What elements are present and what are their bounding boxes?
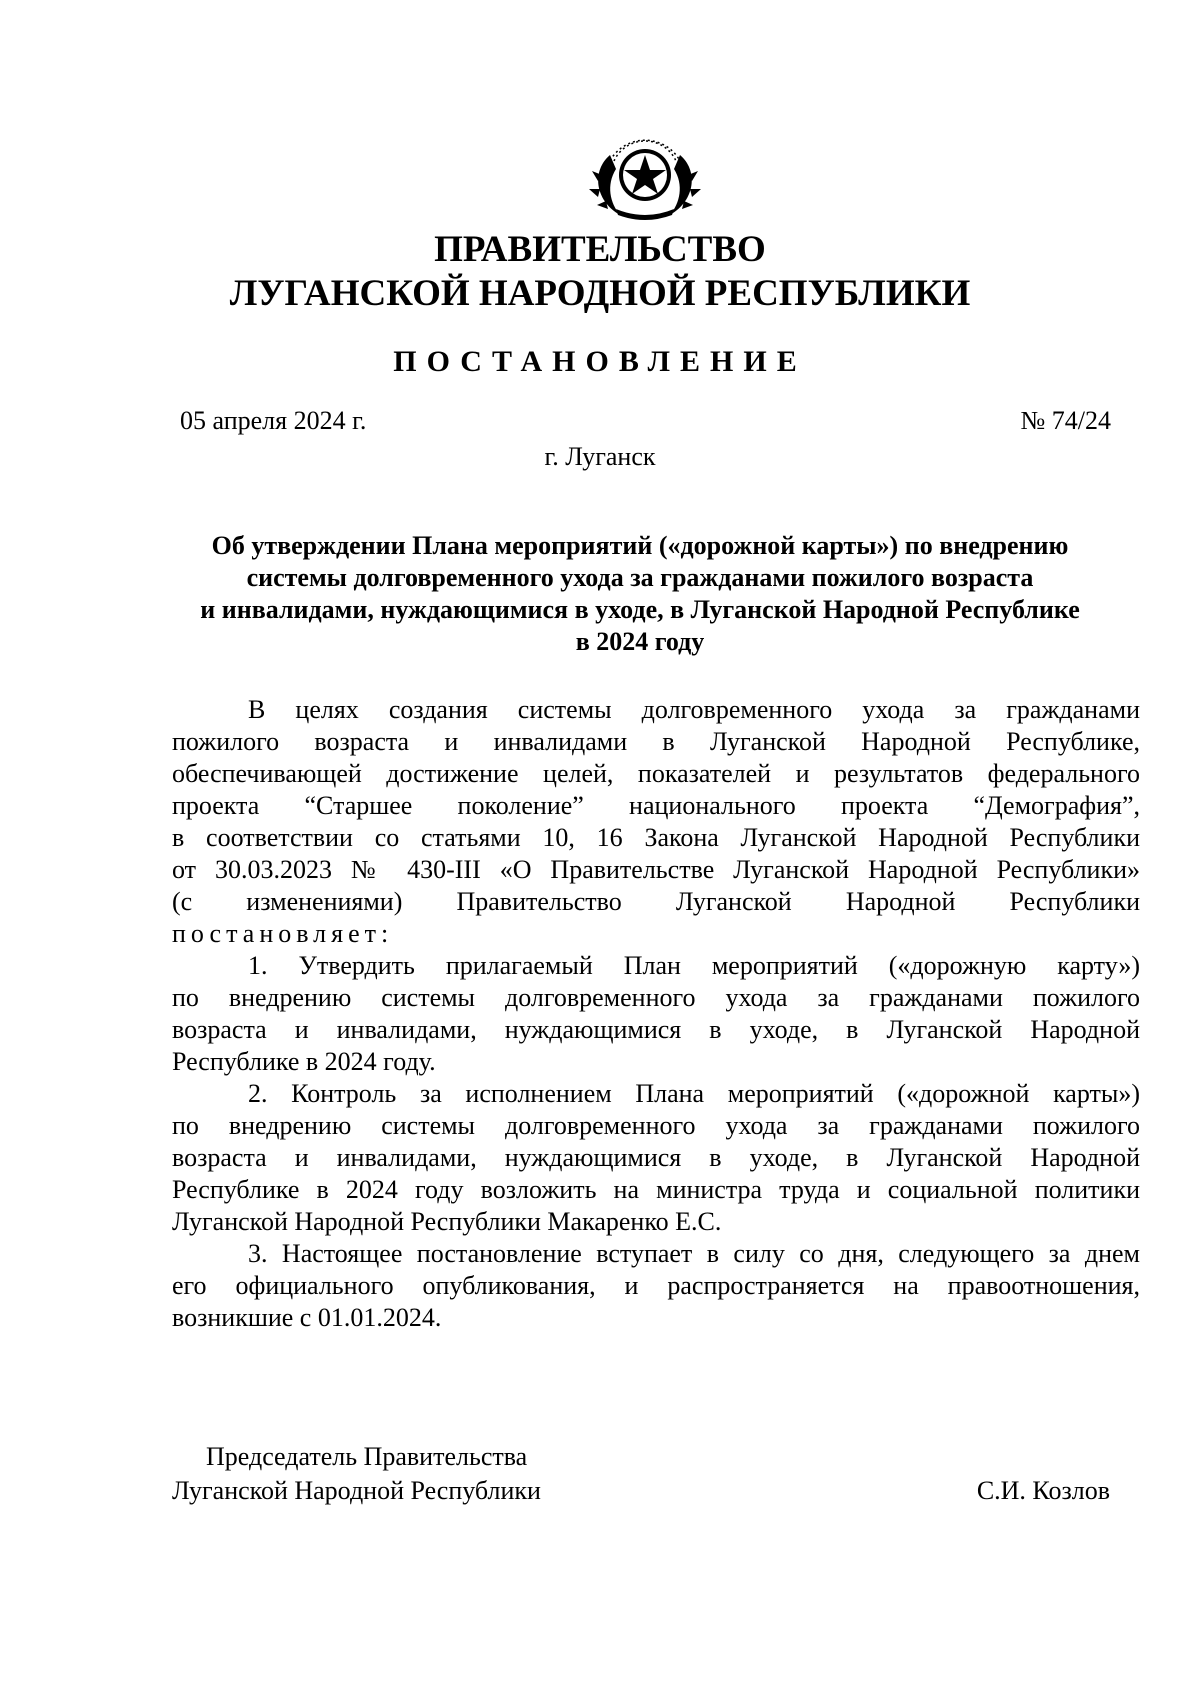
title-line: Об утверждении Плана мероприятий («дорожной карты») по внедрению xyxy=(211,531,1069,560)
title-line: в 2024 году xyxy=(575,627,705,656)
title-line: системы долговременного ухода за гражданами пожилого возраста xyxy=(246,563,1034,592)
body-line: Луганской Народной Республики Макаренко Е.С. xyxy=(172,1207,722,1236)
body-line: 2. Контроль за исполнением Плана мероприятий («дорожной карты») xyxy=(248,1079,1140,1108)
body-line: от 30.03.2023 № 430-III «О Правительстве Луганской Народной Республики» xyxy=(172,855,1140,884)
org-name-line1: ПРАВИТЕЛЬСТВО xyxy=(434,229,766,270)
body-line: 3. Настоящее постановление вступает в силу со дня, следующего за днем xyxy=(248,1239,1140,1268)
signatory-position-line2: Луганской Народной Республики xyxy=(172,1476,541,1505)
body-line: проекта “Старшее поколение” национального проекта “Демография”, xyxy=(172,791,1140,820)
body-line: по внедрению системы долговременного ухода за гражданами пожилого xyxy=(172,1111,1140,1140)
body-line: в соответствии со статьями 10, 16 Закона Луганской Народной Республики xyxy=(172,823,1140,852)
title-line: и инвалидами, нуждающимися в уходе, в Луганской Народной Республике xyxy=(200,595,1080,624)
body-line: обеспечивающей достижение целей, показателей и результатов федерального xyxy=(172,759,1140,788)
document-title xyxy=(160,530,1120,658)
body-line: возраста и инвалидами, нуждающимися в уходе, в Луганской Народной xyxy=(172,1015,1140,1044)
document-date: 05 апреля 2024 г. xyxy=(180,406,367,435)
coat-of-arms-emblem xyxy=(580,125,710,225)
body-line: его официального опубликования, и распространяется на правоотношения, xyxy=(172,1271,1140,1300)
body-line: Республике в 2024 году. xyxy=(172,1047,436,1076)
signatory-position-line1: Председатель Правительства xyxy=(206,1442,528,1471)
document-body xyxy=(172,694,1140,1334)
body-line: 1. Утвердить прилагаемый План мероприятий («дорожную карту») xyxy=(248,951,1140,980)
document-type: ПОСТАНОВЛЕНИЕ xyxy=(393,345,807,378)
document-city: г. Луганск xyxy=(544,442,656,471)
org-name-line2: ЛУГАНСКОЙ НАРОДНОЙ РЕСПУБЛИКИ xyxy=(229,273,971,314)
signatory-name: С.И. Козлов xyxy=(976,1476,1110,1505)
body-line: постановляет: xyxy=(172,919,394,948)
body-line: пожилого возраста и инвалидами в Луганской Народной Республике, xyxy=(172,727,1140,756)
document-number: № 74/24 xyxy=(1020,406,1111,435)
body-line: возникшие с 01.01.2024. xyxy=(172,1303,442,1332)
body-line: Республике в 2024 году возложить на министра труда и социальной политики xyxy=(172,1175,1140,1204)
body-line: (с изменениями) Правительство Луганской Народной Республики xyxy=(172,887,1140,916)
body-line: В целях создания системы долговременного ухода за гражданами xyxy=(248,695,1140,724)
body-line: возраста и инвалидами, нуждающимися в уходе, в Луганской Народной xyxy=(172,1143,1140,1172)
body-line: по внедрению системы долговременного ухода за гражданами пожилого xyxy=(172,983,1140,1012)
